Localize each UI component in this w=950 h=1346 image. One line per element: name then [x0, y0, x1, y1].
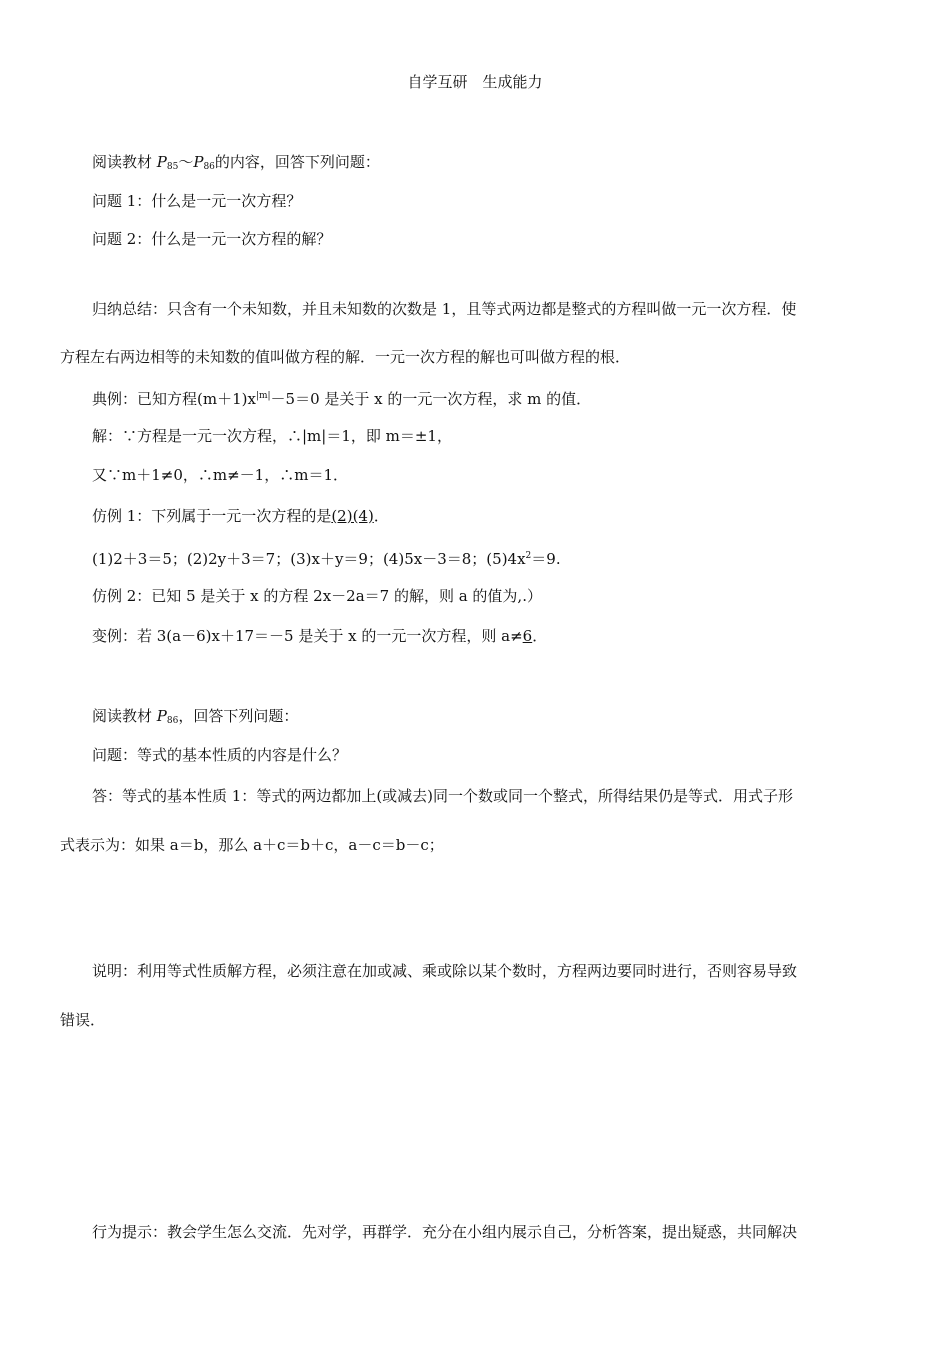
page-ref-letter: P [156, 707, 167, 725]
note-line-1: 说明：利用等式性质解方程，必须注意在加或减、乘或除以某个数时，方程两边要同时进行，否则容易导致 [92, 962, 798, 980]
exponent: |m| [255, 391, 271, 401]
answer-line-1: 答：等式的基本性质 1：等式的两边都加上(或减去)同一个数或同一个整式，所得结果仍是等式．用式子形 [92, 787, 794, 805]
answer-underlined: 6 [522, 627, 533, 645]
imitation-text: ． [373, 507, 389, 525]
options-text: ＝9. [531, 550, 561, 568]
behavior-hint: 行为提示：教会学生怎么交流．先对学，再群学．充分在小组内展示自己，分析答案，提出疑惑，共同解决 [92, 1223, 798, 1241]
variant-example [92, 626, 547, 646]
options-text: (1)2＋3＝5；(2)2y＋3＝7；(3)x＋y＝9；(4)5x－3＝8；(5)4x [92, 550, 526, 568]
intro-text: 的内容，回答下列问题： [214, 153, 380, 171]
section2-question: 问题：等式的基本性质的内容是什么？ [92, 746, 348, 764]
imitation-1 [92, 506, 389, 526]
intro-text: ，回答下列问题： [178, 707, 299, 725]
summary-line-1: 归纳总结：只含有一个未知数，并且未知数的次数是 1，且等式两边都是整式的方程叫做一元一次方程．使 [92, 300, 797, 318]
exponent: 2 [525, 551, 532, 561]
page-ref-number: 86 [203, 162, 215, 172]
intro-text: 阅读教材 [92, 707, 157, 725]
question-1: 问题 1：什么是一元一次方程？ [92, 192, 302, 210]
summary-line-2: 方程左右两边相等的未知数的值叫做方程的解．一元一次方程的解也可叫做方程的根． [60, 348, 631, 366]
page-ref-letter: P [193, 153, 204, 171]
page-ref-number: 85 [166, 162, 179, 172]
variant-text: ． [532, 627, 548, 645]
answer-line-2: 式表示为：如果 a＝b，那么 a＋c＝b＋c，a－c＝b－c； [60, 836, 444, 854]
example-text: 典例：已知方程(m＋1)x [92, 390, 256, 408]
note-line-2: 错误． [60, 1011, 106, 1029]
imitation-text: 仿例 1：下列属于一元一次方程的是 [92, 507, 332, 525]
imitation-1-options [92, 546, 561, 569]
solution-line-2: 又∵m＋1≠0，∴m≠－1，∴m＝1． [92, 466, 348, 484]
solution-line-1: 解：∵方程是一元一次方程，∴|m|＝1，即 m＝±1， [92, 427, 452, 445]
page-ref-number: 86 [166, 716, 179, 726]
example-text: －5＝0 是关于 x 的一元一次方程，求 m 的值． [270, 390, 592, 408]
range-tilde: ～ [178, 153, 194, 171]
section2-intro [92, 706, 298, 731]
intro-text: 阅读教材 [92, 153, 157, 171]
page-ref-letter: P [156, 153, 167, 171]
imitation-2: 仿例 2：已知 5 是关于 x 的方程 2x－2a＝7 的解，则 a 的值为,.） [92, 587, 542, 605]
variant-text: 变例：若 3(a－6)x＋17＝－5 是关于 x 的一元一次方程，则 a≠ [92, 627, 523, 645]
example-problem [92, 386, 591, 409]
section1-intro [92, 152, 380, 177]
answer-underlined: (2)(4) [331, 507, 374, 525]
question-2: 问题 2：什么是一元一次方程的解？ [92, 230, 332, 248]
page-title: 自学互研 生成能力 [407, 73, 543, 91]
